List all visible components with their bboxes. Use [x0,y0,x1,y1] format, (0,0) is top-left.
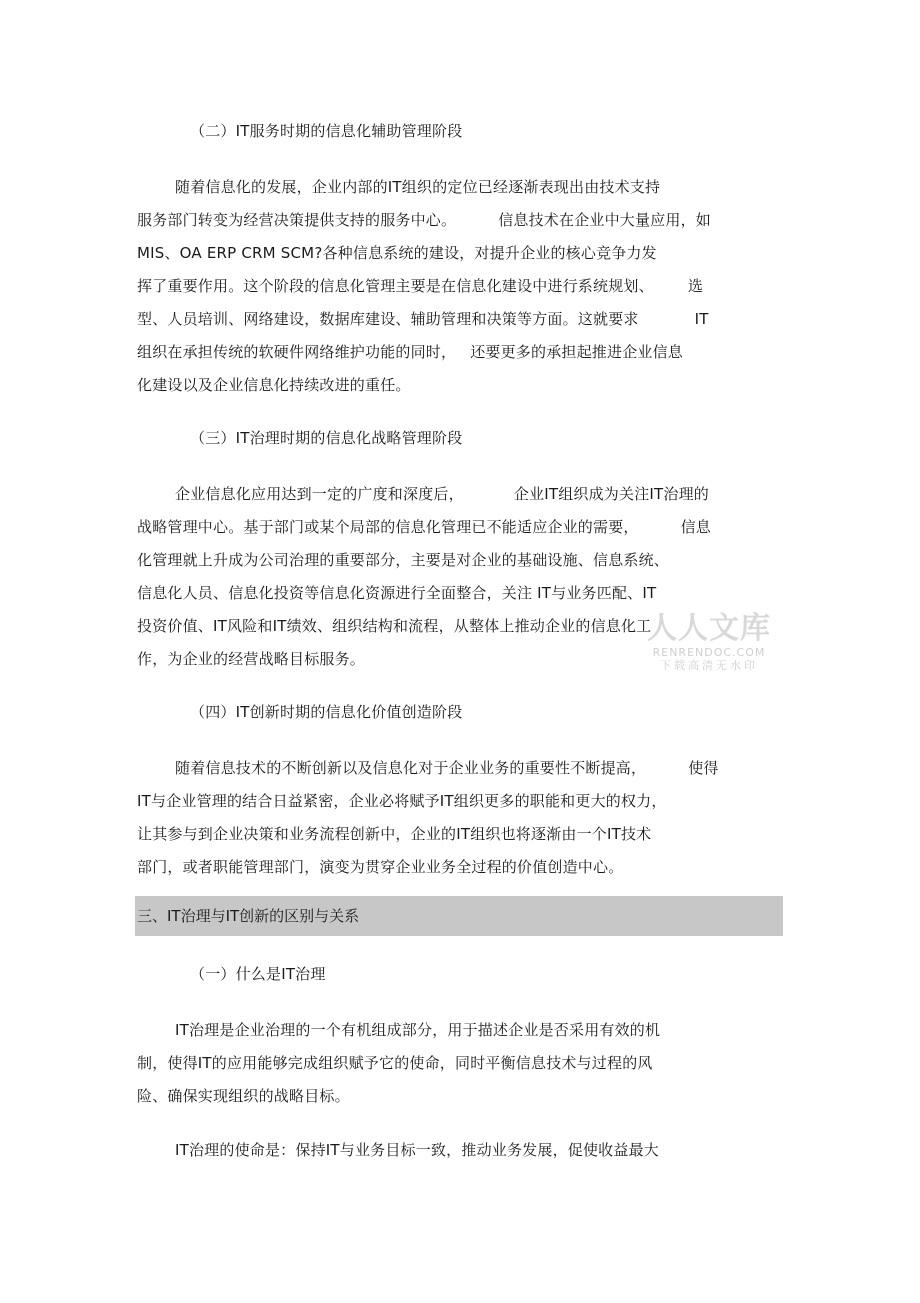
paragraph-line: IT治理的使命是：保持IT与业务目标一致，推动业务发展，促使收益最大 [175,1141,659,1159]
paragraph-line: 部门，或者职能管理部门，演变为贯穿企业业务全过程的价值创造中心。 [137,858,624,876]
heading-what-is-it-governance: （一）什么是IT治理 [190,965,326,983]
watermark-logo [646,612,772,673]
paragraph-line: 随着信息化的发展，企业内部的IT组织的定位已经逐渐表现出由技术支持 [175,178,661,196]
text-segment: IT [694,310,709,328]
text-segment: 组织在承担传统的软硬件网络维护功能的同时， [137,343,457,361]
heading-it-governance-stage: （三）IT治理时期的信息化战略管理阶段 [190,429,463,447]
paragraph-line: 险、确保实现组织的战略目标。 [137,1087,350,1105]
text-segment: 随着信息技术的不断创新以及信息化对于企业业务的重要性不断提高， [175,759,647,777]
text-segment: 使得 [688,759,719,777]
paragraph-line [137,517,711,537]
watermark-site: RENRENDOC.COM [652,646,766,659]
section-heading-bar [135,896,783,936]
paragraph-line: 制，使得IT的应用能够完成组织赋予它的使命，同时平衡信息技术与过程的风 [137,1054,653,1072]
paragraph-line [137,309,709,329]
paragraph-line: 化管理就上升成为公司治理的重要部分，主要是对企业的基础设施、信息系统、 [137,551,670,569]
paragraph-line [137,342,683,362]
paragraph-line: 作，为企业的经营战略目标服务。 [137,650,366,668]
paragraph-line: 化建设以及企业信息化持续改进的重任。 [137,376,411,394]
text-segment: 选 [687,277,704,295]
text-segment: 企业信息化应用达到一定的广度和深度后， [175,485,464,503]
paragraph-line: IT治理是企业治理的一个有机组成部分，用于描述企业是否采用有效的机 [175,1021,661,1039]
heading-it-service-stage: （二）IT服务时期的信息化辅助管理阶段 [190,122,463,140]
paragraph-line: 投资价值、IT风险和IT绩效、组织结构和流程，从整体上推动企业的信息化工 [137,617,652,635]
text-segment: 挥了重要作用。这个阶段的信息化管理主要是在信息化建设中进行系统规划、 [137,277,654,295]
section-heading: 三、IT治理与IT创新的区别与关系 [137,907,360,925]
paragraph-line [175,758,719,778]
text-segment: 信息 [680,518,712,536]
text-segment: 还要更多的承担起推进企业信息 [470,343,684,361]
paragraph-line [137,276,703,296]
text-segment: 信息技术在企业中大量应用，如 [498,211,712,229]
paragraph-line: MIS、OA ERP CRM SCM?各种信息系统的建设，对提升企业的核心竞争力发 [137,244,657,262]
paragraph-line [175,484,709,504]
heading-it-innovation-stage: （四）IT创新时期的信息化价值创造阶段 [190,703,463,721]
paragraph-line: 让其参与到企业决策和业务流程创新中，企业的IT组织也将逐渐由一个IT技术 [137,825,652,843]
paragraph-line: 信息化人员、信息化投资等信息化资源进行全面整合，关注 IT与业务匹配、IT [137,584,657,602]
text-segment: 型、人员培训、网络建设，数据库建设、辅助管理和决策等方面。这就要求 [137,310,639,328]
paragraph-line [137,210,711,230]
text-segment: 服务部门转变为经营决策提供支持的服务中心。 [137,211,457,229]
paragraph-line: IT与企业管理的结合日益紧密，企业必将赋予IT组织更多的职能和更大的权力， [137,792,667,810]
text-segment: 企业IT组织成为关注IT治理的 [513,485,709,503]
text-segment: 战略管理中心。基于部门或某个局部的信息化管理已不能适应企业的需要， [137,518,639,536]
watermark-subtitle: 下载高清无水印 [660,659,758,672]
watermark-title: 人人文库 [647,611,771,646]
